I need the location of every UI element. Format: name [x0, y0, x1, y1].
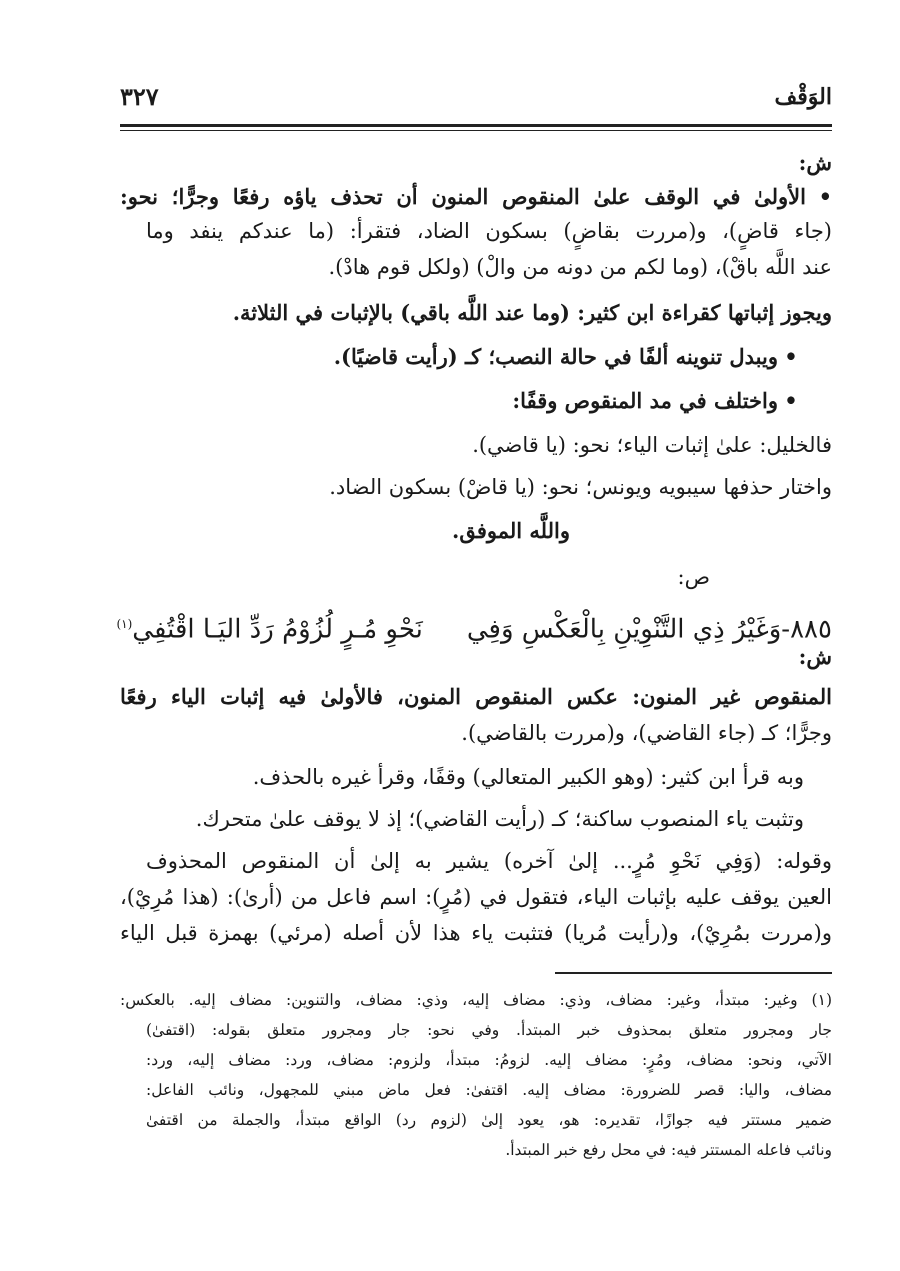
page-number: ٣٢٧: [120, 82, 159, 111]
footnote-line-2: جار ومجرور متعلق بمحذوف خبر المبتدأ. وفي نحو: جار ومجرور متعلق بقوله: (اقتفىٰ): [146, 1021, 832, 1039]
bullet-paragraph-2: •ويبدل تنوينه ألفًا في حالة النصب؛ كـ (رأيت قاضيًا).: [92, 340, 804, 374]
paragraph-unnunated-line-1: المنقوص غير المنون: عكس المنقوص المنون، فالأولىٰ فيه إثبات الياء رفعًا: [120, 684, 832, 709]
footnote-line-3: الآتي، ونحو: مضاف، ومُرٍ: مضاف إليه. لزومُ: مبتدأ، ولزوم: مضاف، ورد: مضاف إليه، ورد:: [146, 1051, 832, 1069]
paragraph-unnunated-line-2: وجرًّا؛ كـ (جاء القاضي)، و(مررت بالقاضي).: [461, 721, 832, 745]
verse-hemistich-2: نَحْوِ مُـرٍ لُزُوْمُ رَدِّ اليَـا اقْتُفِي: [132, 614, 423, 645]
paragraph-ibn-kathir-reading: وبه قرأ ابن كثير: (وهو الكبير المتعالي) وقفًا، وقرأ غيره بالحذف.: [252, 765, 804, 789]
bullet-icon: •: [784, 388, 798, 413]
footnote-line-6: ونائب فاعله المستتر فيه: في محل رفع خبر المبتدأ.: [505, 1141, 832, 1159]
bullet-icon: •: [784, 344, 798, 369]
ibn-kathir-paragraph: ويجوز إثباتها كقراءة ابن كثير: (وما عند اللَّه باقي) بالإثبات في الثلاثة.: [232, 300, 832, 325]
footnote-line-4: مضاف، واليا: قصر للضرورة: مضاف إليه. اقتفىٰ: فعل ماض مبني للمجهول، ونائب الفاعل:: [146, 1081, 832, 1099]
verse-number: ٨٨٥-: [781, 614, 832, 645]
bullet-paragraph-1-line-1: •الأولىٰ في الوقف علىٰ المنقوص المنون أن تحذف ياؤه رفعًا وجرًّا؛ نحو:: [120, 180, 832, 214]
sibawayh-paragraph: واختار حذفها سيبويه ويونس؛ نحو: (يا قاضْ) بسكون الضاد.: [329, 475, 832, 499]
footnote-line-5: ضمير مستتر فيه جوازًا، تقديره: هو، يعود إلىٰ (لزوم رد) الواقع مبتدأ، والجملة من اقتفىٰ: [146, 1111, 832, 1129]
closing-line: واللَّه الموفق.: [452, 518, 570, 543]
bullet-paragraph-1-line-3: عند اللَّه باقْ)، (وما لكم من دونه من والْ) (ولكل قوم هادْ).: [328, 255, 832, 279]
verse-hemistich-1: وَغَيْرُ ذِي التَّنْوِيْنِ بِالْعَكْسِ وَفِي: [466, 614, 782, 645]
chapter-title: الوَقْف: [774, 84, 832, 110]
text-label: ص:: [677, 565, 710, 589]
header-rule-thin: [120, 130, 832, 131]
commentary-label-2: ش:: [798, 644, 832, 669]
footnote-marker: (١): [116, 617, 133, 631]
footnote-line-1: (١) وغير: مبتدأ، وغير: مضاف، وذي: مضاف إليه، وذي: مضاف، والتنوين: مضاف إليه. بالعكس:: [120, 991, 832, 1009]
header-rule-thick: [120, 124, 832, 127]
paragraph-murin-line-2: العين يوقف عليه بإثبات الياء، فتقول في (مُرٍ): اسم فاعل من (أرىٰ): (هذا مُرِيْ)،: [120, 885, 832, 909]
paragraph-murin-line-3: و(مررت بمُرِيْ)، و(رأيت مُريا) فتثبت ياء هذا لأن أصله (مرئي) بهمزة قبل الياء: [120, 921, 832, 945]
paragraph-accusative: وتثبت ياء المنصوب ساكنة؛ كـ (رأيت القاضي)؛ إذ لا يوقف علىٰ متحرك.: [195, 807, 804, 831]
paragraph-murin-line-1: وقوله: (وَفِي نَحْوِ مُرٍ... إلىٰ آخره) يشير به إلىٰ أن المنقوص المحذوف: [146, 849, 832, 873]
bullet-icon: •: [818, 184, 832, 209]
bullet-paragraph-1-line-2: (جاء قاضٍ)، و(مررت بقاضٍ) بسكون الضاد، فتقرأ: (ما عندكم ينفد وما: [146, 219, 832, 243]
bullet-paragraph-3: •واختلف في مد المنقوص وقفًا:: [92, 384, 804, 418]
khalil-paragraph: فالخليل: علىٰ إثبات الياء؛ نحو: (يا قاضي).: [472, 433, 832, 457]
page-header: [120, 80, 832, 116]
footnote-rule: [555, 972, 832, 974]
commentary-label: ش:: [798, 150, 832, 175]
